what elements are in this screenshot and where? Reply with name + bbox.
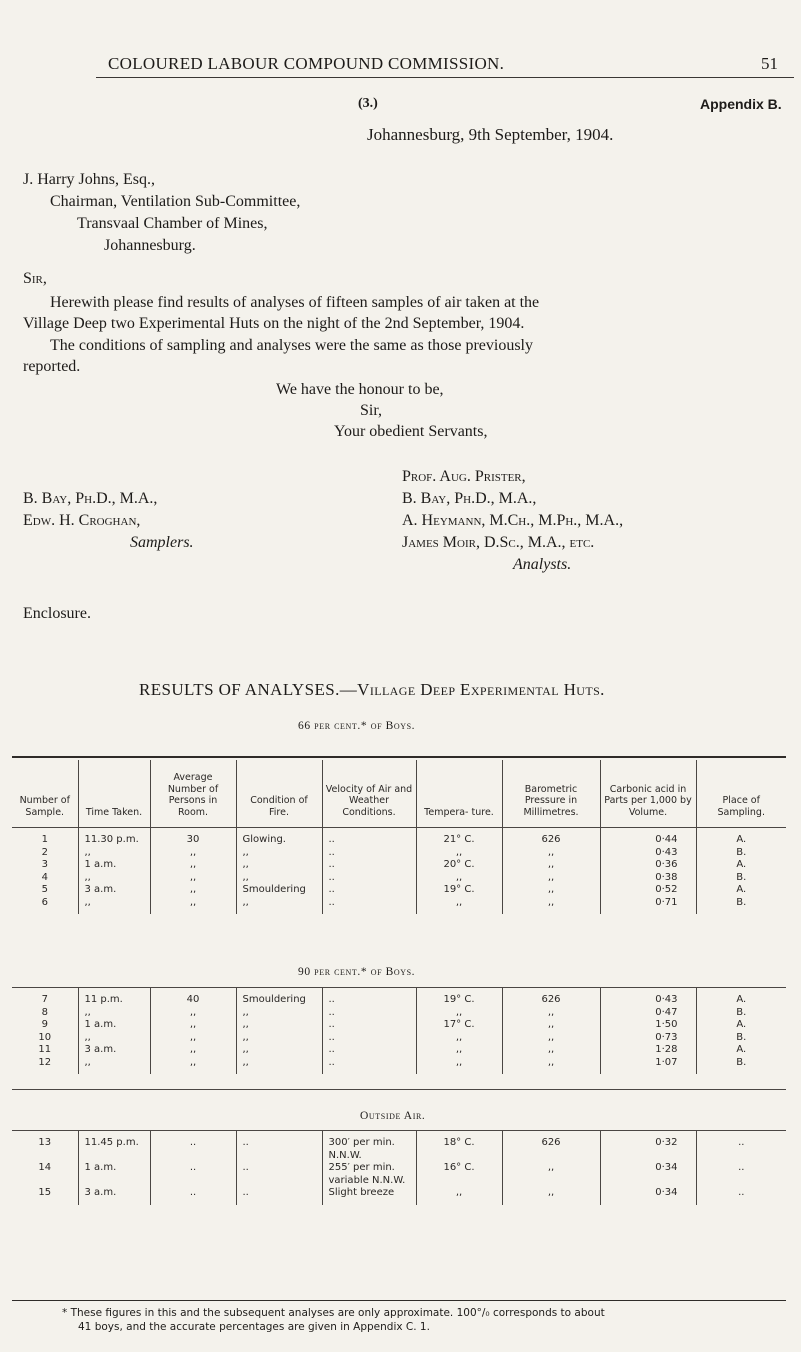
cell-persons: ,, <box>150 1007 236 1020</box>
body-line-1: Herewith please find results of analyses of fifteen samples of air taken at the <box>50 294 540 311</box>
cell-time: ,, <box>78 1032 150 1045</box>
cell-persons: ,, <box>150 1019 236 1032</box>
cell-carbonic: 0·38 <box>600 872 696 885</box>
cell-time: 1 a.m. <box>78 1162 150 1187</box>
cell-persons: .. <box>150 1131 236 1162</box>
cell-persons: 30 <box>150 828 236 847</box>
cell-carbonic: 0·47 <box>600 1007 696 1020</box>
cell-number: 10 <box>38 1031 52 1043</box>
cell-persons: ,, <box>150 859 236 872</box>
cell-velocity: .. <box>322 872 416 885</box>
cell-temperature: 16° C. <box>416 1162 502 1187</box>
table-row <box>12 988 786 1007</box>
cell-pressure: ,, <box>502 1032 600 1045</box>
cell-persons: ,, <box>150 1032 236 1045</box>
cell-velocity: .. <box>322 884 416 897</box>
cell-number: 9 <box>41 1019 48 1030</box>
table-row <box>12 1007 786 1020</box>
cell-pressure: 626 <box>502 988 600 1007</box>
results-table-group-3 <box>12 1131 786 1205</box>
cell-time: 3 a.m. <box>78 1044 150 1057</box>
body-line-2: Village Deep two Experimental Huts on the night of the 2nd September, 1904. <box>23 315 525 332</box>
cell-velocity: .. <box>322 988 416 1007</box>
cell-time: ,, <box>78 872 150 885</box>
cell-pressure: ,, <box>502 872 600 885</box>
analysts-label: Analysts. <box>513 556 572 573</box>
cell-carbonic: 0·32 <box>600 1131 696 1162</box>
cell-fire: .. <box>236 1187 322 1205</box>
cell-pressure: ,, <box>502 1019 600 1032</box>
cell-place: A. <box>696 1044 786 1057</box>
cell-fire: Smouldering <box>236 884 322 897</box>
cell-temperature: ,, <box>416 897 502 915</box>
cell-carbonic: 1·07 <box>600 1057 696 1075</box>
cell-temperature: 17° C. <box>416 1019 502 1032</box>
cell-velocity: .. <box>322 847 416 860</box>
cell-place: B. <box>696 1032 786 1045</box>
cell-pressure: 626 <box>502 828 600 847</box>
cell-carbonic: 0·34 <box>600 1187 696 1205</box>
cell-place: .. <box>696 1131 786 1162</box>
col-header-carbonic: Carbonic acid in Parts per 1,000 by Volume. <box>600 760 696 823</box>
footnote-line-2: 41 boys, and the accurate percentages are given in Appendix C. 1. <box>78 1321 430 1333</box>
cell-fire: .. <box>236 1131 322 1162</box>
col-header-place: Place of Sampling. <box>696 760 786 823</box>
cell-fire: ,, <box>236 847 322 860</box>
cell-number: 6 <box>41 896 48 908</box>
cell-number: 7 <box>41 994 48 1005</box>
cell-number: 5 <box>41 884 48 895</box>
group-2-title: 90 per cent.* of Boys. <box>298 966 416 978</box>
cell-time: 11.30 p.m. <box>78 828 150 847</box>
enclosure: Enclosure. <box>23 605 91 622</box>
analyst-4: James Moir, D.Sc., M.A., etc. <box>402 534 595 551</box>
cell-pressure: ,, <box>502 1187 600 1205</box>
cell-time: 3 a.m. <box>78 1187 150 1205</box>
cell-place: B. <box>696 1007 786 1020</box>
cell-fire: ,, <box>236 1032 322 1045</box>
cell-temperature: 21° C. <box>416 828 502 847</box>
group-3-title: Outside Air. <box>360 1110 426 1122</box>
closing-line-2: Sir, <box>360 402 383 419</box>
cell-fire: Smouldering <box>236 988 322 1007</box>
cell-temperature: ,, <box>416 1007 502 1020</box>
table-row <box>12 872 786 885</box>
col-header-pressure: Barometric Pressure in Millimetres. <box>502 760 600 823</box>
cell-temperature: 18° C. <box>416 1131 502 1162</box>
cell-carbonic: 0·43 <box>600 988 696 1007</box>
cell-carbonic: 1·28 <box>600 1044 696 1057</box>
body-line-3: The conditions of sampling and analyses were the same as those previously <box>50 337 533 354</box>
cell-place: B. <box>696 1057 786 1075</box>
results-heading-rest: —Village Deep Experimental Huts. <box>339 680 605 699</box>
cell-fire: ,, <box>236 872 322 885</box>
cell-place: A. <box>696 884 786 897</box>
cell-velocity: .. <box>322 1019 416 1032</box>
closing-line-1: We have the honour to be, <box>276 381 444 398</box>
cell-velocity: .. <box>322 897 416 915</box>
cell-persons: ,, <box>150 897 236 915</box>
cell-persons: ,, <box>150 884 236 897</box>
table-row <box>12 847 786 860</box>
cell-number: 4 <box>41 871 48 883</box>
table-row <box>12 859 786 872</box>
cell-velocity: .. <box>322 1032 416 1045</box>
table-row <box>12 1057 786 1075</box>
cell-number: 14 <box>38 1162 52 1173</box>
running-title: COLOURED LABOUR COMPOUND COMMISSION. <box>108 54 505 73</box>
col-header-time: Time Taken. <box>78 760 150 823</box>
table-row <box>12 1032 786 1045</box>
recipient-line-1: J. Harry Johns, Esq., <box>23 171 155 188</box>
cell-place: .. <box>696 1162 786 1187</box>
cell-persons: ,, <box>150 1057 236 1075</box>
cell-time: ,, <box>78 1007 150 1020</box>
cell-persons: ,, <box>150 847 236 860</box>
cell-velocity: .. <box>322 859 416 872</box>
cell-pressure: ,, <box>502 847 600 860</box>
sampler-2: Edw. H. Croghan, <box>23 512 141 529</box>
cell-temperature: ,, <box>416 1057 502 1075</box>
cell-fire: ,, <box>236 859 322 872</box>
cell-place: B. <box>696 872 786 885</box>
cell-time: ,, <box>78 897 150 915</box>
cell-time: 3 a.m. <box>78 884 150 897</box>
cell-number: 15 <box>38 1187 52 1198</box>
footnote-line-1: * These figures in this and the subsequent analyses are only approximate. 100°/₀ corresponds to about <box>62 1307 605 1319</box>
cell-number: 1 <box>41 834 48 845</box>
cell-carbonic: 0·44 <box>600 828 696 847</box>
cell-fire: ,, <box>236 1044 322 1057</box>
group-2-bottom-rule <box>12 1089 786 1090</box>
cell-number: 8 <box>41 1006 48 1018</box>
table-row <box>12 897 786 915</box>
group-1-title: 66 per cent.* of Boys. <box>298 720 416 732</box>
samplers-label: Samplers. <box>130 534 194 551</box>
body-line-4: reported. <box>23 358 81 375</box>
cell-persons: .. <box>150 1187 236 1205</box>
cell-velocity: 300′ per min. N.N.W. <box>322 1131 416 1162</box>
cell-temperature: 19° C. <box>416 884 502 897</box>
cell-pressure: ,, <box>502 1044 600 1057</box>
table-row <box>12 1044 786 1057</box>
appendix-label: Appendix B. <box>700 96 782 112</box>
table-top-rule <box>12 756 786 758</box>
cell-pressure: ,, <box>502 1007 600 1020</box>
cell-time: 1 a.m. <box>78 1019 150 1032</box>
cell-velocity: .. <box>322 828 416 847</box>
place-date: Johannesburg, 9th September, 1904. <box>367 125 614 144</box>
cell-number: 12 <box>38 1056 52 1068</box>
cell-time: 11.45 p.m. <box>78 1131 150 1162</box>
cell-temperature: ,, <box>416 1187 502 1205</box>
results-table-group-2 <box>12 988 786 1074</box>
table-row <box>12 1131 786 1162</box>
cell-place: B. <box>696 847 786 860</box>
cell-velocity: .. <box>322 1007 416 1020</box>
cell-pressure: ,, <box>502 859 600 872</box>
cell-carbonic: 0·73 <box>600 1032 696 1045</box>
cell-number: 13 <box>38 1137 52 1148</box>
cell-fire: ,, <box>236 897 322 915</box>
col-header-temperature: Tempera- ture. <box>416 760 502 823</box>
table-row <box>12 828 786 847</box>
footnote <box>62 1306 762 1334</box>
cell-place: B. <box>696 897 786 915</box>
cell-fire: ,, <box>236 1007 322 1020</box>
cell-time: 1 a.m. <box>78 859 150 872</box>
cell-carbonic: 0·34 <box>600 1162 696 1187</box>
col-header-velocity: Velocity of Air and Weather Conditions. <box>322 760 416 823</box>
results-heading <box>139 680 605 700</box>
table-row <box>12 1162 786 1187</box>
cell-temperature: 19° C. <box>416 988 502 1007</box>
group-3-body <box>12 1131 786 1205</box>
page-number: 51 <box>761 54 778 73</box>
cell-velocity: Slight breeze <box>322 1187 416 1205</box>
cell-persons: ,, <box>150 1044 236 1057</box>
recipient-line-3: Transvaal Chamber of Mines, <box>77 215 268 232</box>
recipient-line-2: Chairman, Ventilation Sub-Committee, <box>50 193 301 210</box>
cell-carbonic: 1·50 <box>600 1019 696 1032</box>
cell-pressure: ,, <box>502 884 600 897</box>
section-marker: (3.) <box>358 96 378 111</box>
cell-pressure: ,, <box>502 1162 600 1187</box>
cell-pressure: 626 <box>502 1131 600 1162</box>
sampler-1: B. Bay, Ph.D., M.A., <box>23 490 158 507</box>
col-header-fire: Condition of Fire. <box>236 760 322 823</box>
cell-persons: .. <box>150 1162 236 1187</box>
cell-fire: ,, <box>236 1019 322 1032</box>
cell-number: 3 <box>41 859 48 870</box>
cell-pressure: ,, <box>502 1057 600 1075</box>
cell-temperature: ,, <box>416 1044 502 1057</box>
cell-number: 11 <box>38 1044 52 1055</box>
cell-fire: ,, <box>236 1057 322 1075</box>
table-bottom-rule <box>12 1300 786 1301</box>
cell-velocity: 255′ per min. variable N.N.W. <box>322 1162 416 1187</box>
cell-velocity: .. <box>322 1044 416 1057</box>
cell-time: 11 p.m. <box>78 988 150 1007</box>
cell-persons: ,, <box>150 872 236 885</box>
cell-temperature: 20° C. <box>416 859 502 872</box>
salutation: Sir, <box>23 270 47 287</box>
cell-carbonic: 0·71 <box>600 897 696 915</box>
cell-time: ,, <box>78 1057 150 1075</box>
cell-temperature: ,, <box>416 1032 502 1045</box>
results-table-group-1 <box>12 760 786 914</box>
analyst-3: A. Heymann, M.Ch., M.Ph., M.A., <box>402 512 624 529</box>
cell-carbonic: 0·43 <box>600 847 696 860</box>
table-row <box>12 884 786 897</box>
cell-time: ,, <box>78 847 150 860</box>
table-row <box>12 1019 786 1032</box>
analyst-1: Prof. Aug. Prister, <box>402 468 526 485</box>
cell-place: A. <box>696 988 786 1007</box>
col-header-number: Number of Sample. <box>19 795 70 818</box>
table-row <box>12 1187 786 1205</box>
cell-carbonic: 0·52 <box>600 884 696 897</box>
header-rule <box>96 77 794 78</box>
cell-fire: .. <box>236 1162 322 1187</box>
group-1-body <box>12 828 786 915</box>
cell-number: 2 <box>41 846 48 858</box>
cell-velocity: .. <box>322 1057 416 1075</box>
cell-temperature: ,, <box>416 847 502 860</box>
analyst-2: B. Bay, Ph.D., M.A., <box>402 490 537 507</box>
cell-place: A. <box>696 1019 786 1032</box>
cell-pressure: ,, <box>502 897 600 915</box>
cell-persons: 40 <box>150 988 236 1007</box>
cell-temperature: ,, <box>416 872 502 885</box>
cell-place: .. <box>696 1187 786 1205</box>
col-header-persons: Average Number of Persons in Room. <box>150 760 236 823</box>
cell-place: A. <box>696 828 786 847</box>
results-heading-main: RESULTS OF ANALYSES. <box>139 680 340 699</box>
cell-place: A. <box>696 859 786 872</box>
recipient-line-4: Johannesburg. <box>104 237 196 254</box>
group-2-body <box>12 988 786 1074</box>
cell-fire: Glowing. <box>236 828 322 847</box>
closing-line-3: Your obedient Servants, <box>334 423 488 440</box>
cell-carbonic: 0·36 <box>600 859 696 872</box>
